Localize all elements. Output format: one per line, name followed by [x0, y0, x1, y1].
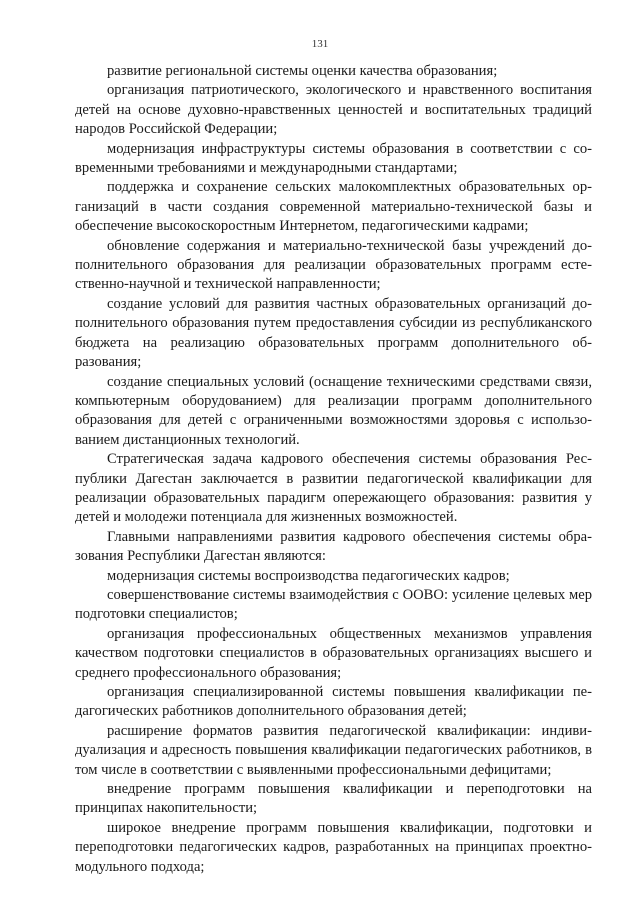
paragraph: расширение форматов развития педагогической квалификации: индивидуализация и адресность повышения квалификации педагогических работников, в том числе в соответствии с выявленными профессиональными дефицитами;: [75, 722, 592, 778]
paragraph: Стратегическая задача кадрового обеспечения системы образования Республики Дагестан заключается в развитии педагогической квалификации для реализации образовательных парадигм опережающего образования: развития у детей и молодежи потенциала для жизненных возможностей.: [75, 451, 592, 526]
paragraph: совершенствование системы взаимодействия с ООВО: усиление целевых мер подготовки специалистов;: [75, 586, 592, 623]
paragraph: модернизация инфраструктуры системы образования в соответствии с современными требованиями и международными стандартами;: [75, 140, 592, 177]
paragraph: организация патриотического, экологического и нравственного воспитания детей на основе духовно-нравственных ценностей и воспитательных традиций народов Российской Федерации;: [75, 82, 592, 138]
paragraph: модернизация системы воспроизводства педагогических кадров;: [107, 567, 510, 584]
paragraph: создание условий для развития частных образовательных организаций дополнительного образования путем предоставления субсидии из республиканского бюджета на реализацию образовательных программ дополнительного образования;: [75, 295, 592, 371]
body-text: [75, 62, 592, 877]
paragraph: организация специализированной системы повышения квалификации педагогических работников дополнительного образования детей;: [75, 684, 592, 720]
paragraph: обновление содержания и материально-технической базы учреждений дополнительного образования для реализации образовательных программ естественно-научной и технической направленности;: [75, 237, 592, 293]
paragraph: развитие региональной системы оценки качества образования;: [107, 63, 498, 79]
page-number: 131: [311, 38, 329, 50]
paragraph: поддержка и сохранение сельских малокомплектных образовательных организаций в части создания современной материально-технической базы и обеспечение высокоскоростным Интернетом, педагогическими кадрами;: [75, 179, 592, 235]
paragraph: Главными направлениями развития кадрового обеспечения системы образования Республики Дагестан являются:: [75, 528, 592, 565]
paragraph: организация профессиональных общественных механизмов управления качеством подготовки специалистов в образовательных организациях высшего и среднего профессионального образования;: [75, 625, 592, 681]
paragraph: внедрение программ повышения квалификации и переподготовки на принципах накопительности;: [75, 781, 592, 817]
paragraph: широкое внедрение программ повышения квалификации, подготовки и переподготовки педагогических кадров, разработанных на принципах проектно-модульного подхода;: [75, 819, 592, 875]
paragraph: создание специальных условий (оснащение техническими средствами связи, компьютерным оборудованием) для реализации программ дополнительного образования для детей с ограниченными возможностями здоровья с использованием дистанционных технологий.: [75, 373, 592, 448]
